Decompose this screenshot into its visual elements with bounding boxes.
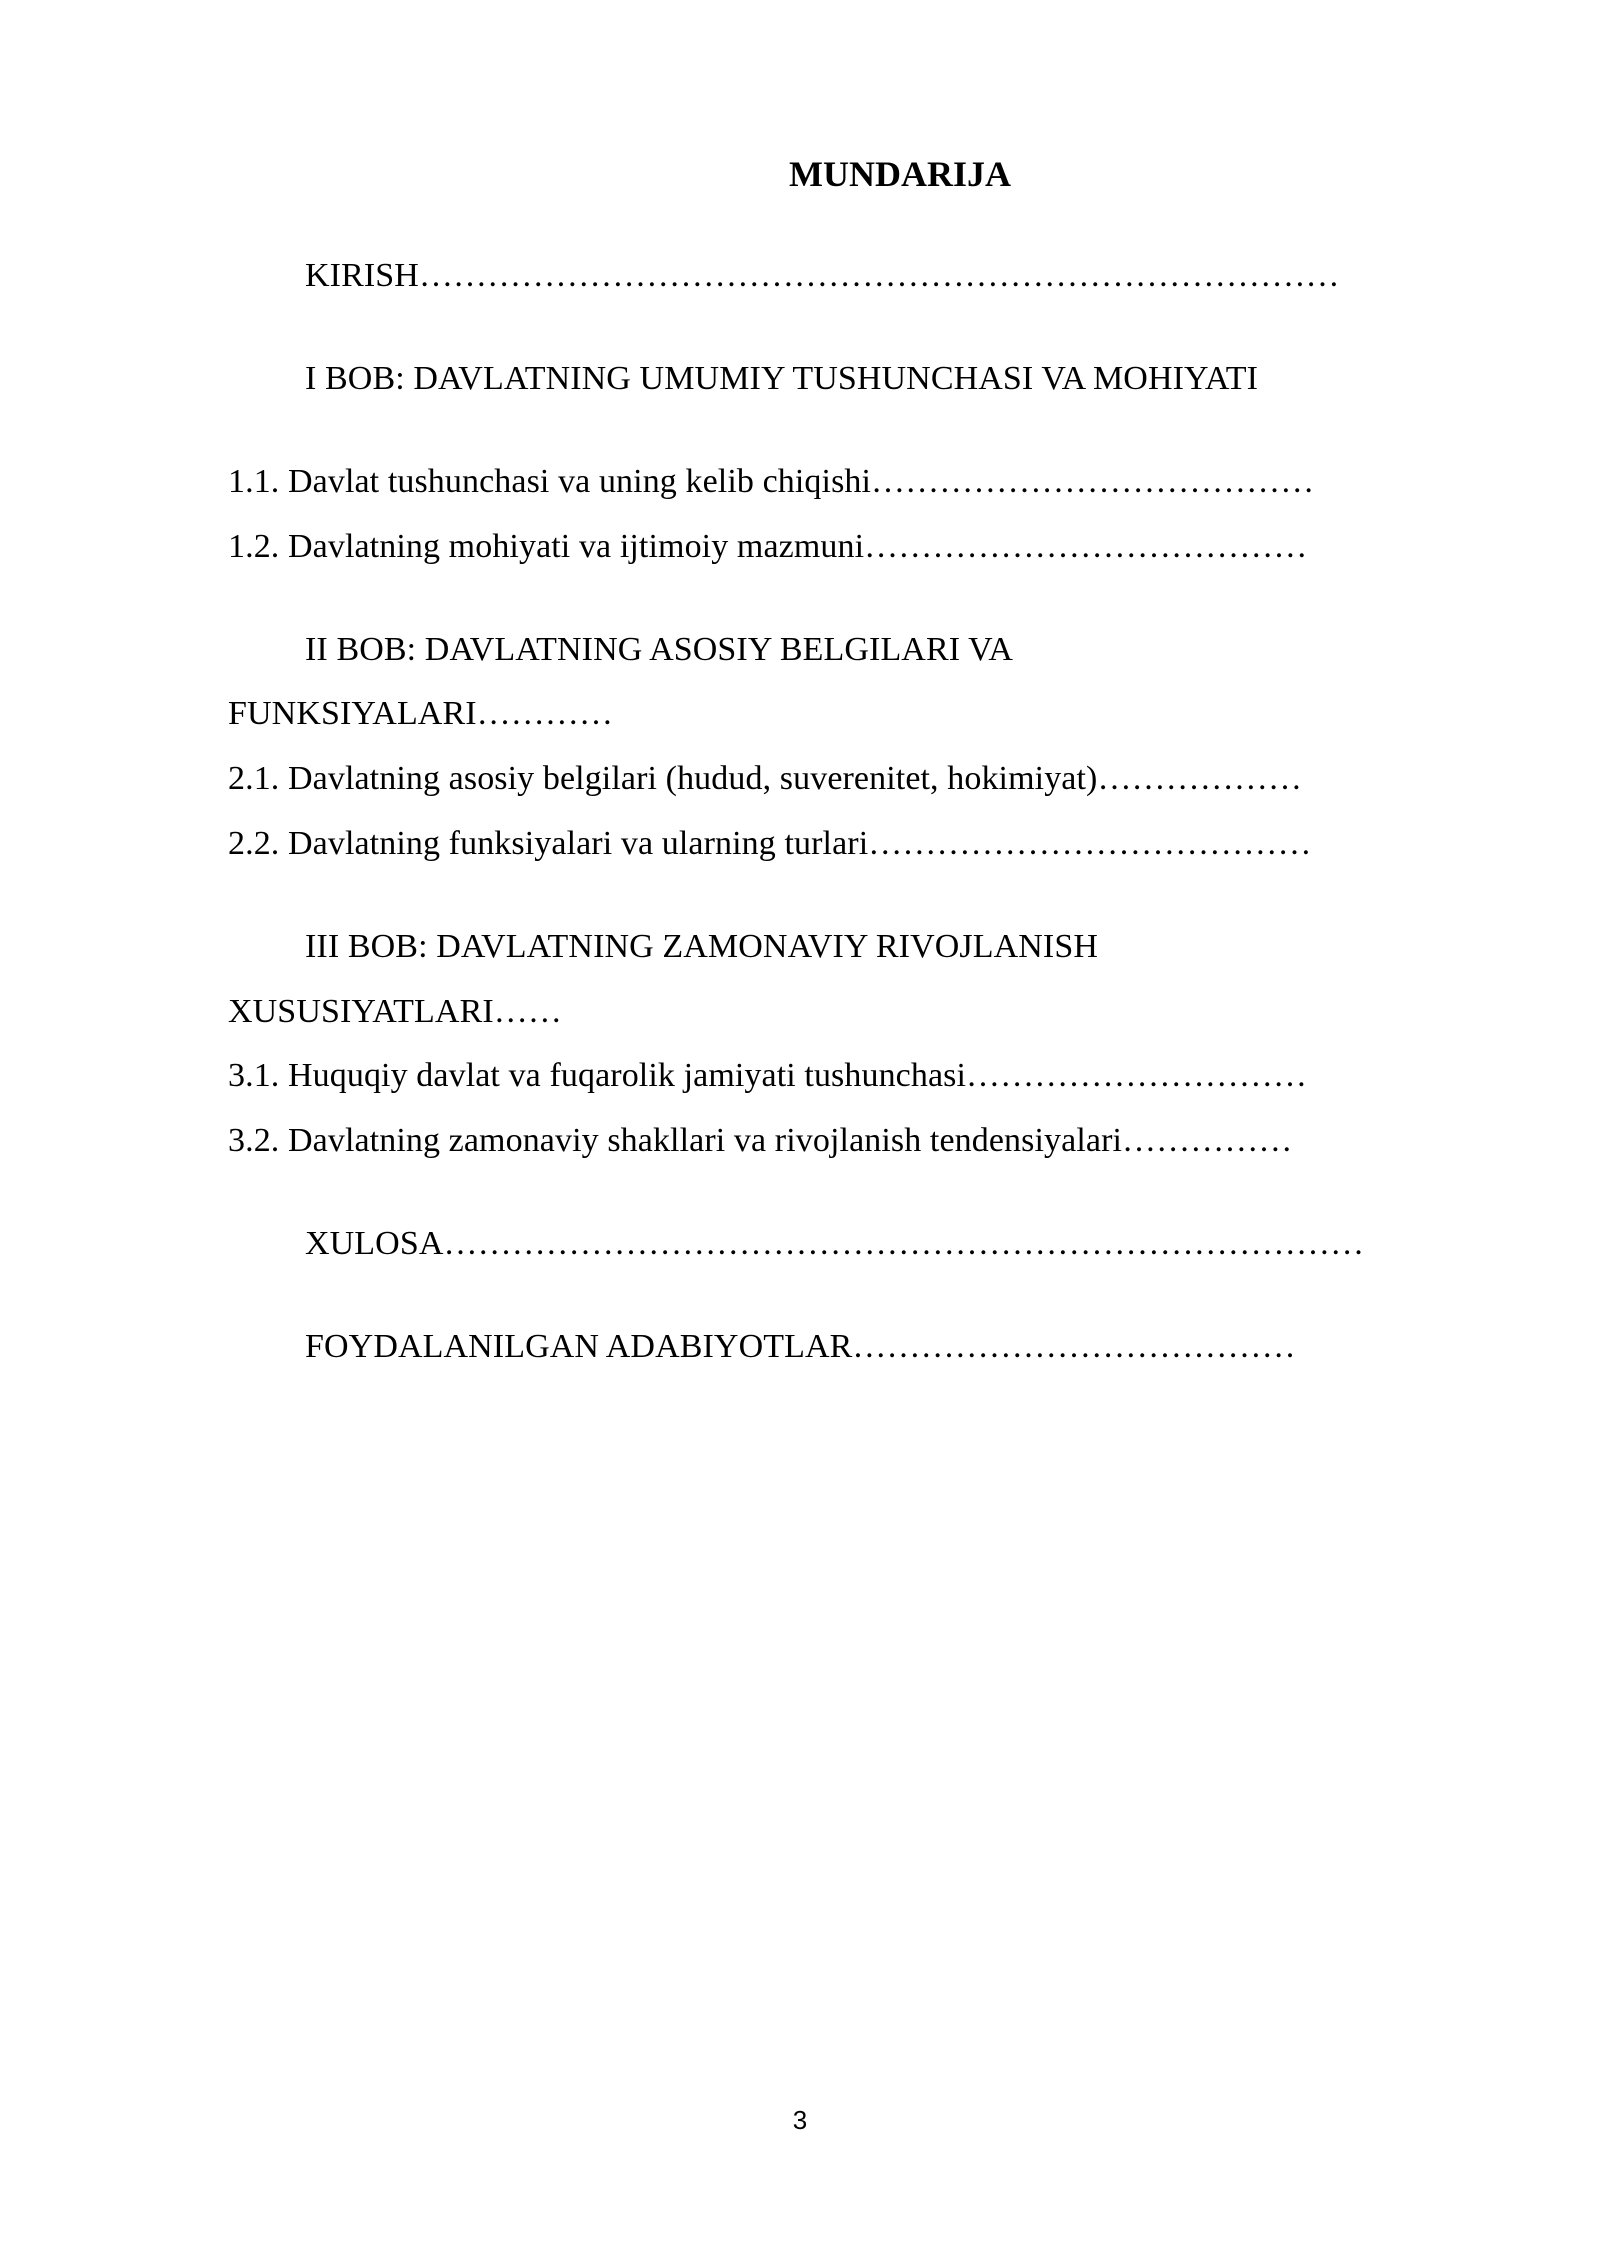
toc-entry-conclusion: XULOSA………………………………………………………………………: [305, 1225, 1365, 1262]
toc-chapter-3-heading-line1: III BOB: DAVLATNING ZAMONAVIY RIVOJLANISH: [305, 928, 1099, 965]
toc-entry-3-1: 3.1. Huquqiy davlat va fuqarolik jamiyati tushunchasi…………………………: [228, 1057, 1308, 1094]
toc-entry-3-2: 3.2. Davlatning zamonaviy shakllari va rivojlanish tendensiyalari……………: [228, 1122, 1293, 1159]
toc-entry-1-2: 1.2. Davlatning mohiyati va ijtimoiy mazmuni…………………………………: [228, 528, 1308, 565]
toc-chapter-2-heading-line2: FUNKSIYALARI…………: [228, 695, 614, 732]
toc-entry-intro: KIRISH………………………………………………………………………: [305, 257, 1340, 294]
page-title: MUNDARIJA: [789, 154, 1011, 194]
toc-entry-1-1: 1.1. Davlat tushunchasi va uning kelib chiqishi…………………………………: [228, 463, 1315, 500]
toc-chapter-2-heading-line1: II BOB: DAVLATNING ASOSIY BELGILARI VA: [305, 631, 1014, 668]
page-number: 3: [792, 2105, 808, 2135]
toc-chapter-3-heading-line2: XUSUSIYATLARI……: [228, 993, 562, 1030]
toc-chapter-1-heading: I BOB: DAVLATNING UMUMIY TUSHUNCHASI VA MOHIYATI: [305, 360, 1259, 397]
toc-entry-2-1: 2.1. Davlatning asosiy belgilari (hudud, suverenitet, hokimiyat)………………: [228, 760, 1303, 797]
toc-entry-2-2: 2.2. Davlatning funksiyalari va ularning turlari…………………………………: [228, 825, 1312, 862]
toc-entry-references: FOYDALANILGAN ADABIYOTLAR…………………………………: [305, 1328, 1296, 1365]
